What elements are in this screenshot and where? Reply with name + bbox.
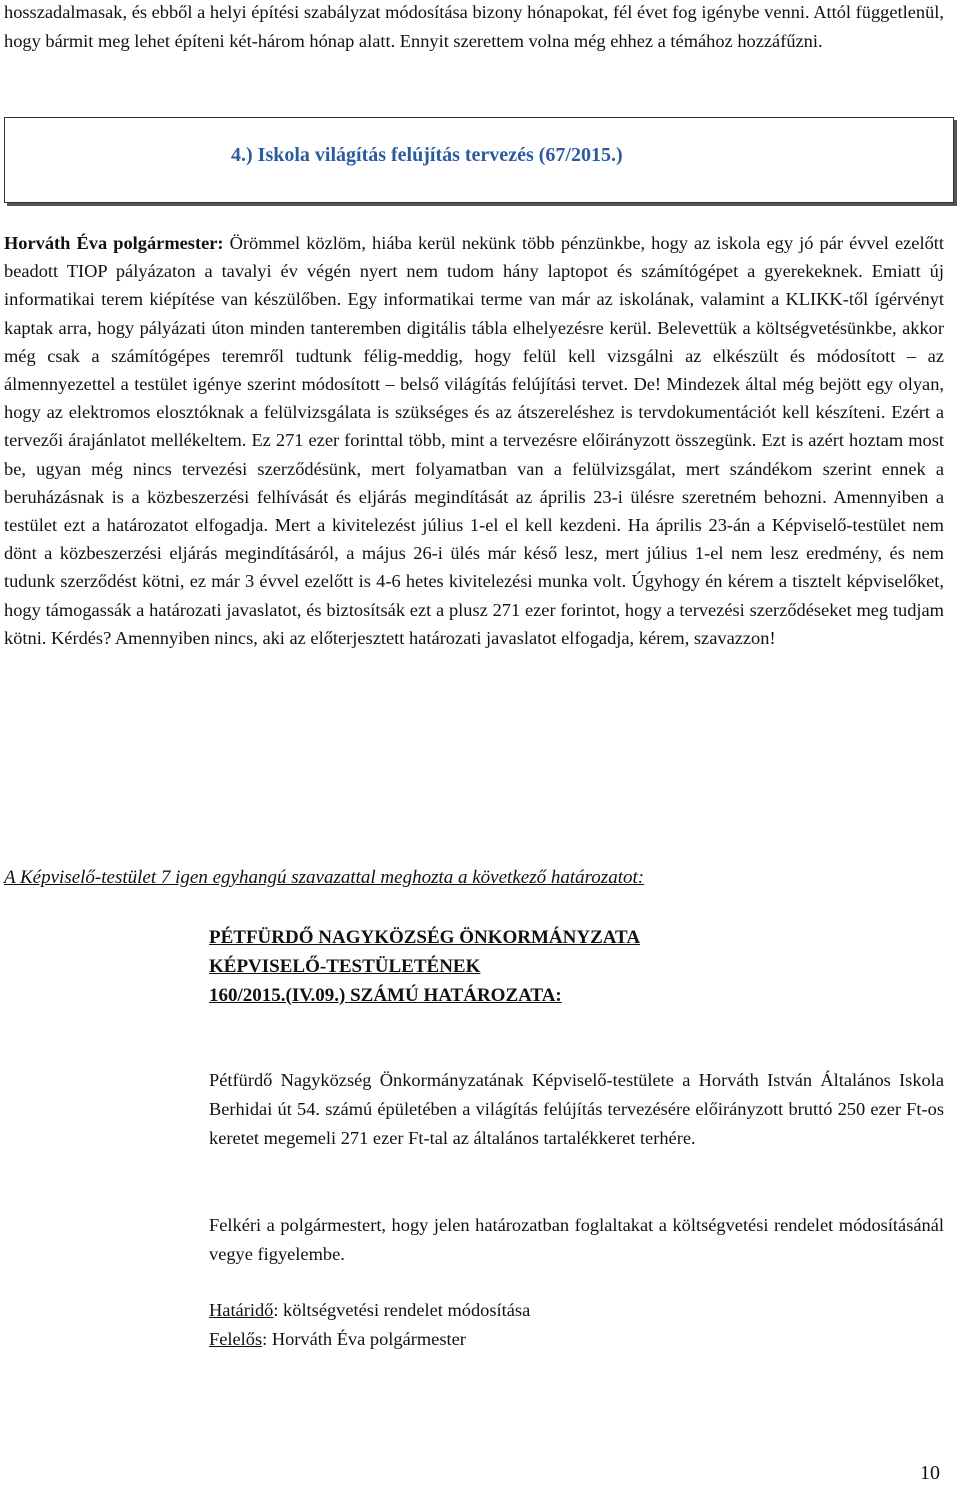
speaker-name: Horváth Éva polgármester:	[4, 233, 224, 253]
section-title: 4.) Iskola világítás felújítás tervezés (67/2015.)	[231, 144, 623, 166]
resolution-paragraph-2: Felkéri a polgármestert, hogy jelen határozatban foglaltakat a költségvetési rendelet módosításánál vegye figyelembe.	[209, 1215, 944, 1264]
vote-result: A Képviselő-testület 7 igen egyhangú szavazattal meghozta a következő határozatot:	[4, 867, 645, 888]
section-heading-box	[4, 117, 954, 203]
deadline-value: : költségvetési rendelet módosítása	[273, 1300, 531, 1320]
responsible-label: Felelős	[209, 1329, 263, 1349]
resolution-heading	[209, 924, 640, 1010]
speech-text: Örömmel közlöm, hiába kerül nekünk több pénzünkbe, hogy az iskola egy jó pár évvel ezelőtt beadott TIOP pályázaton a tavalyi év végén nyert nem tudom hány laptopot és számítógépet a gyerekeknek. Emiatt új informatikai terem kiépítése van készülőben. Egy informatikai terme van már az iskolának, valamint a KLIKK-től ígérvényt kaptak arra, hogy pályázati úton minden tanteremben digitális tábla elhelyezésre kerül. Belevettük a költségvetésünkbe, akkor még csak a számítógépes teremről tudtunk félig-meddig, hogy felül kell vizsgálni az elkészült és módosított – az álmennyezettel a testület igénye szerint módosított – belső világítás felújítási tervet. De! Mindezek által még bejött egy olyan, hogy az elektromos elosztóknak a felülvizsgálata is szükséges és az átszereléshez is tervdokumentációt kell készíteni. Ezért a tervezői árajánlatot mellékeltem. Ez 271 ezer forinttal több, mint a tervezésre előirányzott összegünk. Ezt is azért hoztam most be, ugyan még nincs tervezési szerződésünk, mert folyamatban van a felülvizsgálat, mert szándékom szerint ennek a beruházásnak is a közbeszerzési felhívását és eljárás megindítását az április 23-i ülésre szeretném behozni. Amennyiben a testület ezt a határozatot elfogadja. Mert a kivitelezést július 1-el el kell kezdeni. Ha április 23-án a Képviselő-testület nem dönt a közbeszerzési eljárás megindításáról, a május 26-i ülés már késő lesz, mert július 1-el nem lesz eredmény, és nem tudunk szerződést kötni, ez már 3 évvel ezelőtt is 4-6 hetes kivitelezési munka volt. Úgyhogy én kérem a tisztelt képviselőket, hogy támogassák a határozati javaslatot, és biztosítsák ezt a plusz 271 ezer forintot, hogy a tervezési szerződéseket meg tudjam kötni. Kérdés? Amennyiben nincs, aki az előterjesztett határozati javaslatot elfogadja, kérem, szavazzon!	[4, 233, 944, 648]
resolution-paragraph-1: Pétfürdő Nagyközség Önkormányzatának Képviselő-testülete a Horváth István Általános Iskola Berhidai út 54. számú épületében a világítás felújítás tervezésére előirányzott bruttó 250 ezer Ft-os keretet megemeli 271 ezer Ft-tal az általános tartalékkeret terhére.	[209, 1070, 944, 1148]
resolution-heading-line-2: KÉPVISELŐ-TESTÜLETÉNEK	[209, 955, 481, 977]
mayor-speech	[4, 229, 944, 652]
resolution-heading-line-3: 160/2015.(IV.09.) SZÁMÚ HATÁROZATA:	[209, 984, 562, 1006]
deadline-label: Határidő	[209, 1300, 274, 1320]
speech-paragraph	[4, 229, 944, 652]
resolution-heading-line-1: PÉTFÜRDŐ NAGYKÖZSÉG ÖNKORMÁNYZATA	[209, 927, 641, 948]
responsible-value: : Horváth Éva polgármester	[262, 1329, 466, 1349]
page-number: 10	[920, 1462, 940, 1484]
resolution-responsible	[209, 1325, 466, 1354]
resolution-deadline	[209, 1296, 530, 1325]
intro-paragraph: hosszadalmasak, és ebből a helyi építési szabályzat módosítása bizony hónapokat, fél évet fog igénybe venni. Attól függetlenül, hogy bármit meg lehet építeni két-három hónap alatt. Ennyit szerettem volna még ehhez a témához hozzáfűzni.	[4, 2, 944, 51]
